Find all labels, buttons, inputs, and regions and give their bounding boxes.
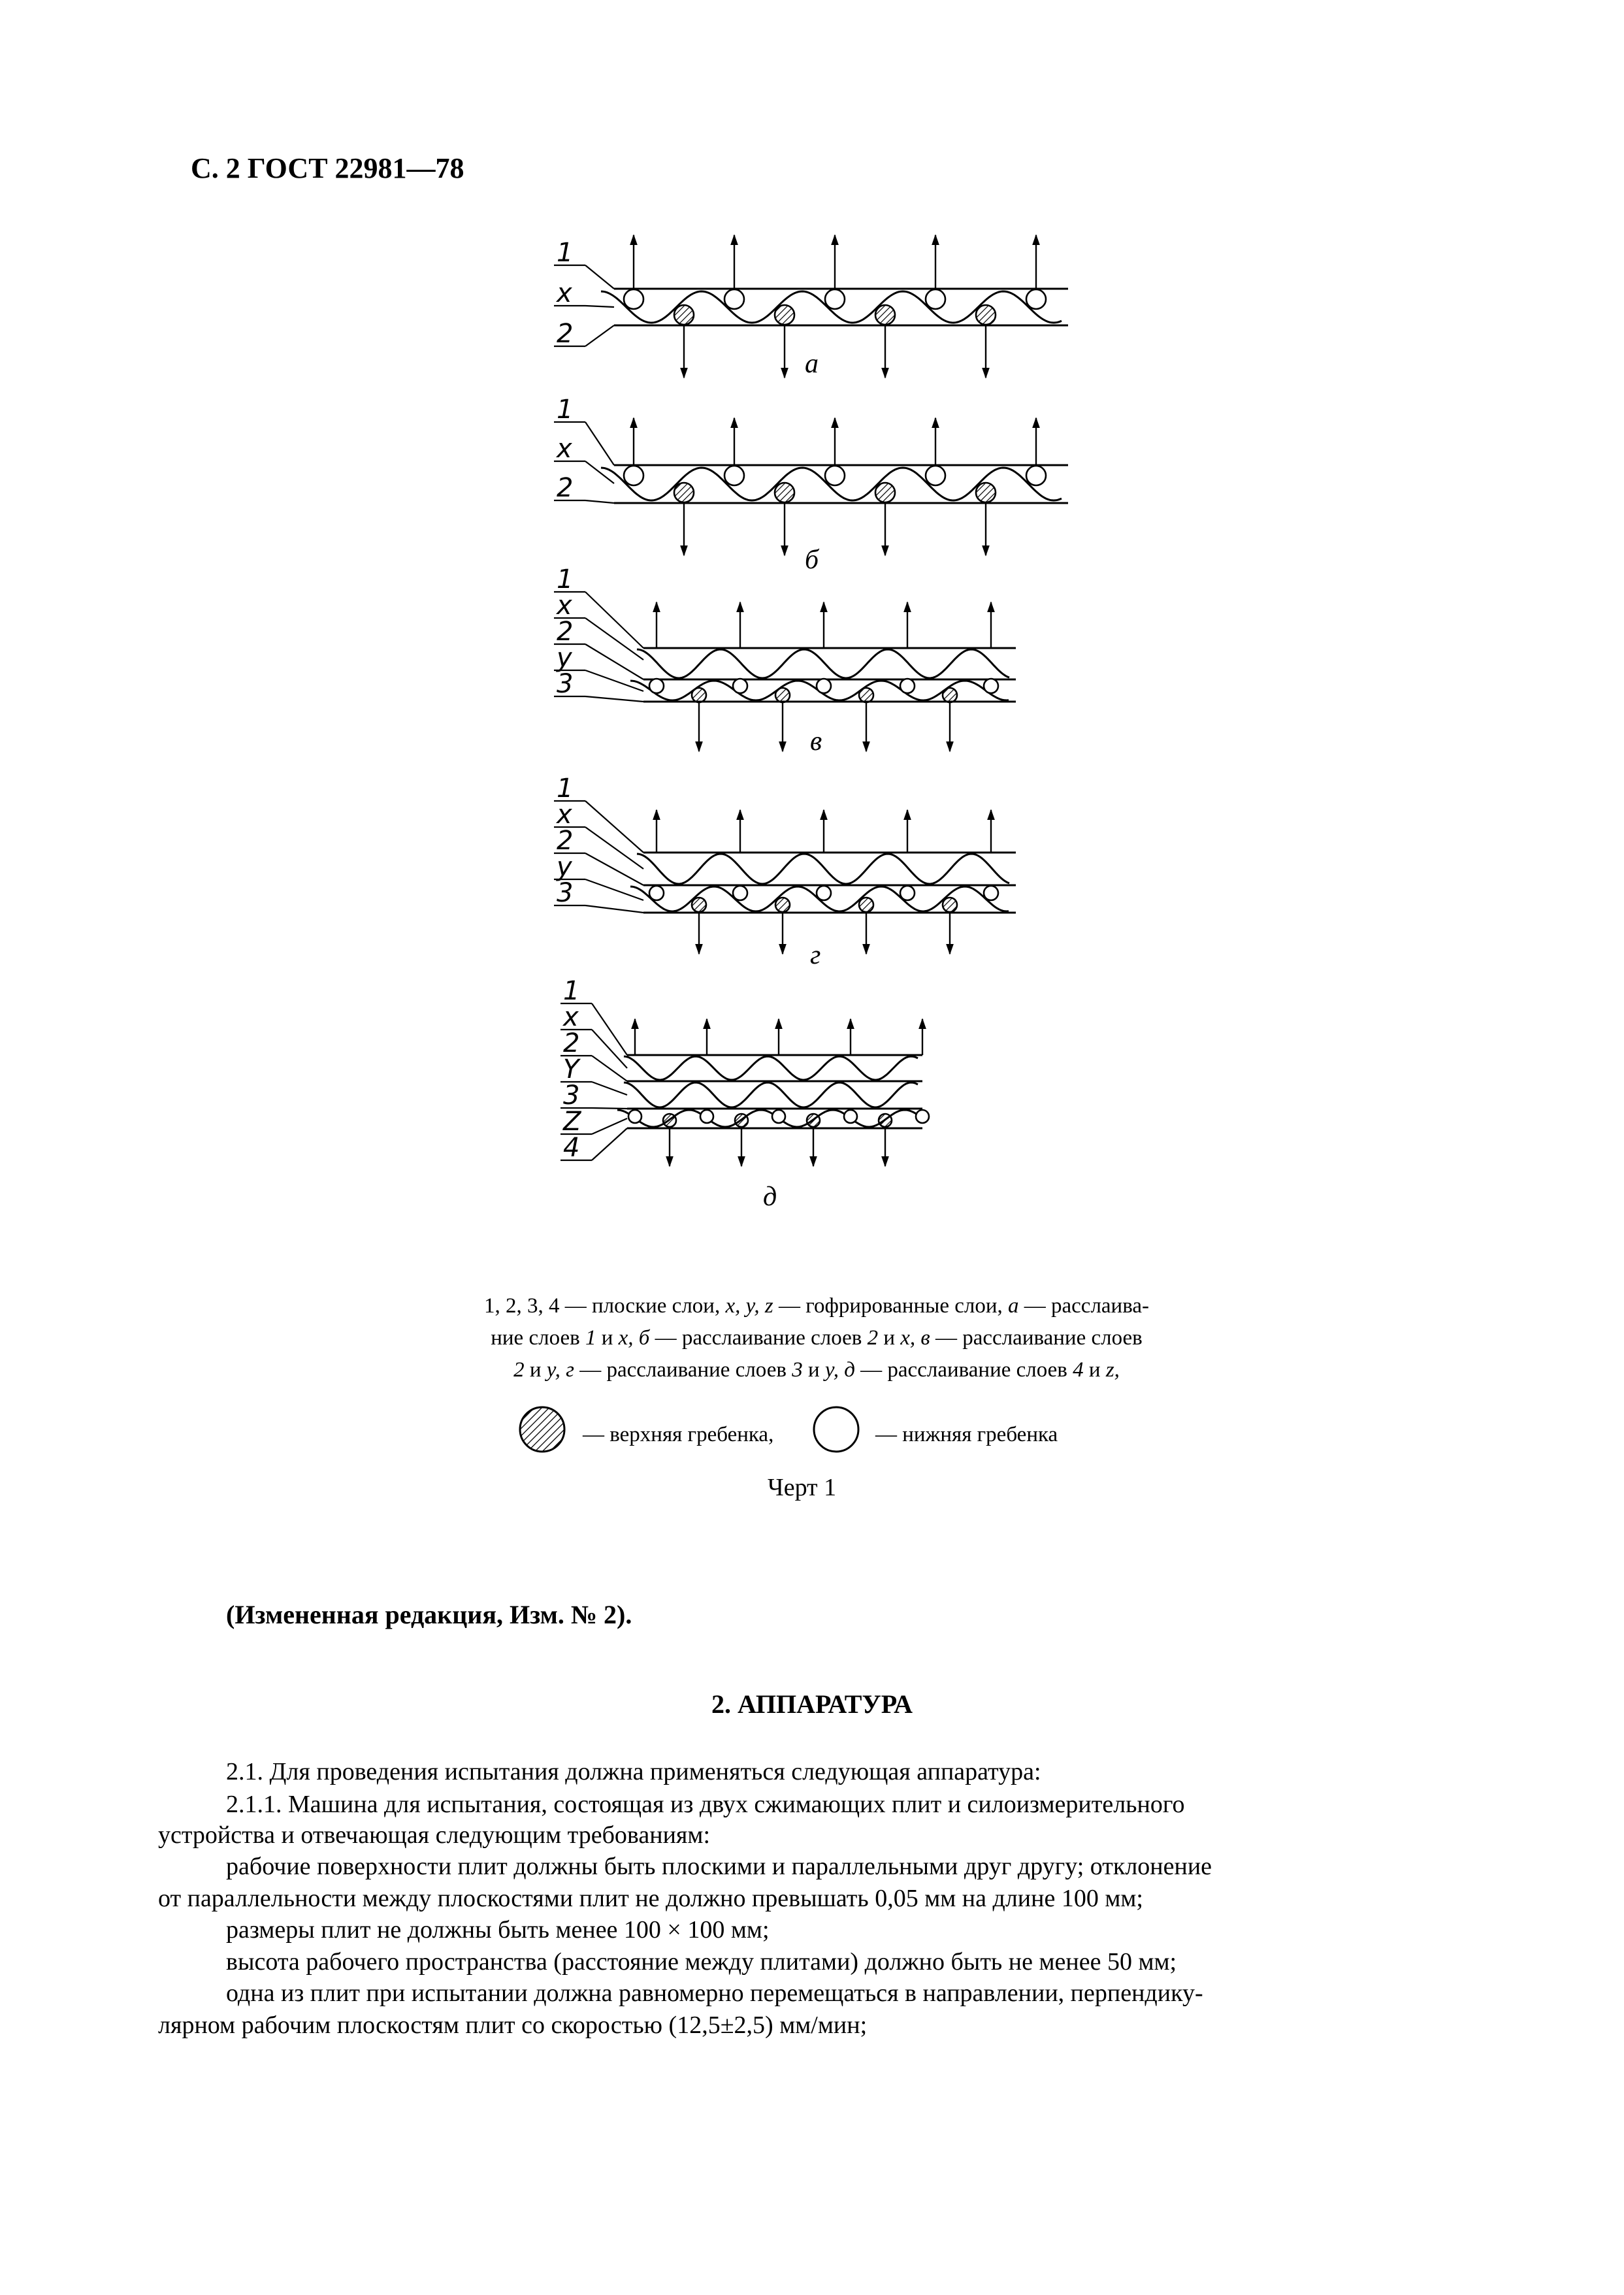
paragraph-2-1: 2.1. Для проведения испытания должна применяться следующая аппаратура: <box>226 1758 1041 1785</box>
open-circle-icon <box>810 1403 862 1456</box>
hatched-comb-circle <box>807 1114 820 1127</box>
open-comb-circle <box>984 886 998 900</box>
fig-d-label: 3 <box>563 1081 580 1111</box>
corrugated-layer-x <box>624 1056 918 1080</box>
open-comb-circle <box>844 1110 857 1123</box>
fig-a-label: 1 <box>557 238 574 268</box>
hatched-comb-circle <box>775 305 794 325</box>
fig-d-label: Y <box>563 1054 579 1084</box>
hatched-comb-circle <box>879 1114 892 1127</box>
hatched-comb-circle <box>674 305 694 325</box>
fig-d-leader <box>592 1003 627 1055</box>
fig-g-label: 1 <box>557 773 574 804</box>
open-comb-circle <box>825 289 845 309</box>
fig-g-leader <box>585 801 643 853</box>
paragraph-req-3: высота рабочего пространства (расстояние между плитами) должно быть не менее 50 мм; <box>226 1948 1177 1976</box>
fig-d-label: x <box>563 1002 579 1032</box>
hatched-comb-circle <box>943 898 957 912</box>
open-comb-circle <box>624 466 643 485</box>
fig-g-sub: г <box>810 940 821 970</box>
open-comb-circle <box>628 1110 641 1123</box>
corrugated-layer-y <box>624 1082 918 1107</box>
open-comb-circle <box>733 886 747 900</box>
fig-d-leader <box>592 1030 627 1068</box>
fig-g-leader <box>585 879 643 900</box>
fig-v-sub: в <box>810 726 822 757</box>
open-comb-circle <box>772 1110 785 1123</box>
open-comb-circle <box>817 679 831 693</box>
corrugated-layer-x <box>637 649 1009 678</box>
paragraph-req-1-line-2: от параллельности между плоскостями плит не должно превышать 0,05 мм на длине 100 мм; <box>158 1885 1143 1912</box>
open-comb-circle <box>984 679 998 693</box>
fig-d-sub: д <box>763 1182 777 1212</box>
corrugated-layer-x <box>637 854 1009 884</box>
amendment-note: (Измененная редакция, Изм. № 2). <box>226 1600 632 1629</box>
open-comb-circle <box>649 679 664 693</box>
open-comb-circle <box>825 466 845 485</box>
fig-d-label: Z <box>563 1107 581 1137</box>
fig-g-label: y <box>557 852 572 882</box>
fig-d-leader <box>592 1108 627 1109</box>
open-comb-circle <box>724 289 744 309</box>
fig-d-label: 4 <box>563 1133 580 1163</box>
fig-b-label: 1 <box>557 395 574 425</box>
fig-v-label: 3 <box>557 669 574 699</box>
paragraph-req-2: размеры плит не должны быть менее 100 × 100 мм; <box>226 1916 770 1944</box>
fig-a-sub: а <box>805 349 819 379</box>
hatched-comb-circle <box>875 483 895 502</box>
hatched-circle-icon <box>516 1403 568 1456</box>
figure-caption-line-3: 2 и y, г — расслаивание слоев 3 и y, д — расслаивание слоев 4 и z, <box>513 1358 1120 1382</box>
fig-g-label: 3 <box>557 878 574 908</box>
open-comb-circle <box>926 289 945 309</box>
fig-a-leader <box>585 325 614 346</box>
fig-g-label: 2 <box>557 826 574 856</box>
open-comb-circle <box>1026 289 1046 309</box>
paragraph-req-1-line-1: рабочие поверхности плит должны быть плоскими и параллельными друг другу; отклонение <box>226 1853 1212 1880</box>
open-comb-circle <box>916 1110 929 1123</box>
fig-a-label: x <box>557 278 572 308</box>
open-comb-circle <box>900 679 915 693</box>
fig-b-sub: б <box>805 545 819 575</box>
paragraph-2-1-1-line-2: устройства и отвечающая следующим требованиям: <box>158 1821 710 1849</box>
legend-upper-comb: — верхняя гребенка, <box>583 1423 774 1446</box>
fig-g-label: x <box>557 800 572 830</box>
open-comb-circle <box>817 886 831 900</box>
fig-d-leader <box>592 1082 627 1095</box>
hatched-comb-circle <box>859 898 873 912</box>
open-comb-circle <box>700 1110 713 1123</box>
fig-a-leader <box>585 265 614 289</box>
fig-d-leader <box>592 1118 627 1134</box>
fig-v-label: 2 <box>557 617 574 647</box>
figure-caption-line-2: ние слоев 1 и x, б — расслаивание слоев 2 и x, в — расслаивание слоев <box>491 1326 1143 1350</box>
hatched-comb-circle <box>692 898 706 912</box>
fig-a-label: 2 <box>557 319 574 349</box>
fig-b-label: 2 <box>557 473 574 503</box>
fig-g-leader <box>585 905 643 913</box>
fig-v-leader <box>585 696 643 702</box>
hatched-comb-circle <box>875 305 895 325</box>
hatched-comb-circle <box>775 688 790 702</box>
hatched-comb-circle <box>663 1114 676 1127</box>
hatched-comb-circle <box>674 483 694 502</box>
legend-lower-comb: — нижняя гребенка <box>875 1423 1058 1446</box>
fig-d-label: 1 <box>563 976 580 1006</box>
hatched-comb-circle <box>859 688 873 702</box>
fig-d-label: 2 <box>563 1028 580 1058</box>
fig-v-label: x <box>557 591 572 621</box>
open-comb-circle <box>926 466 945 485</box>
hatched-comb-circle <box>775 898 790 912</box>
fig-d-leader <box>592 1128 627 1160</box>
paragraph-req-4-line-1: одна из плит при испытании должна равномерно перемещаться в направлении, перпендику- <box>226 1979 1203 2007</box>
fig-b-label: x <box>557 434 572 464</box>
open-comb-circle <box>649 886 664 900</box>
fig-v-label: y <box>557 643 572 673</box>
section-title: 2. АППАРАТУРА <box>711 1689 913 1719</box>
open-comb-circle <box>733 679 747 693</box>
fig-d-leader <box>592 1056 627 1081</box>
hatched-comb-circle <box>775 483 794 502</box>
fig-g-leader <box>585 853 643 885</box>
fig-b-leader <box>585 500 614 503</box>
hatched-comb-circle <box>976 483 996 502</box>
open-comb-circle <box>724 466 744 485</box>
hatched-comb-circle <box>692 688 706 702</box>
hatched-comb-circle <box>976 305 996 325</box>
hatched-comb-circle <box>735 1114 748 1127</box>
open-comb-circle <box>1026 466 1046 485</box>
paragraph-req-4-line-2: лярном рабочим плоскостям плит со скоростью (12,5±2,5) мм/мин; <box>158 2011 868 2039</box>
fig-a-leader <box>585 306 614 307</box>
figure-caption-line-1: 1, 2, 3, 4 — плоские слои, x, y, z — гофрированные слои, а — расслаива- <box>483 1294 1149 1318</box>
fig-v-label: 1 <box>557 564 574 594</box>
fig-b-leader <box>585 422 614 465</box>
open-comb-circle <box>624 289 643 309</box>
paragraph-2-1-1-line-1: 2.1.1. Машина для испытания, состоящая из двух сжимающих плит и силоизмерительного <box>226 1791 1185 1818</box>
fig-g-leader <box>585 827 643 869</box>
hatched-comb-circle <box>943 688 957 702</box>
figure-number: Черт 1 <box>768 1474 837 1501</box>
page-header: С. 2 ГОСТ 22981—78 <box>191 152 464 184</box>
open-comb-circle <box>900 886 915 900</box>
fig-b-leader <box>585 461 614 483</box>
